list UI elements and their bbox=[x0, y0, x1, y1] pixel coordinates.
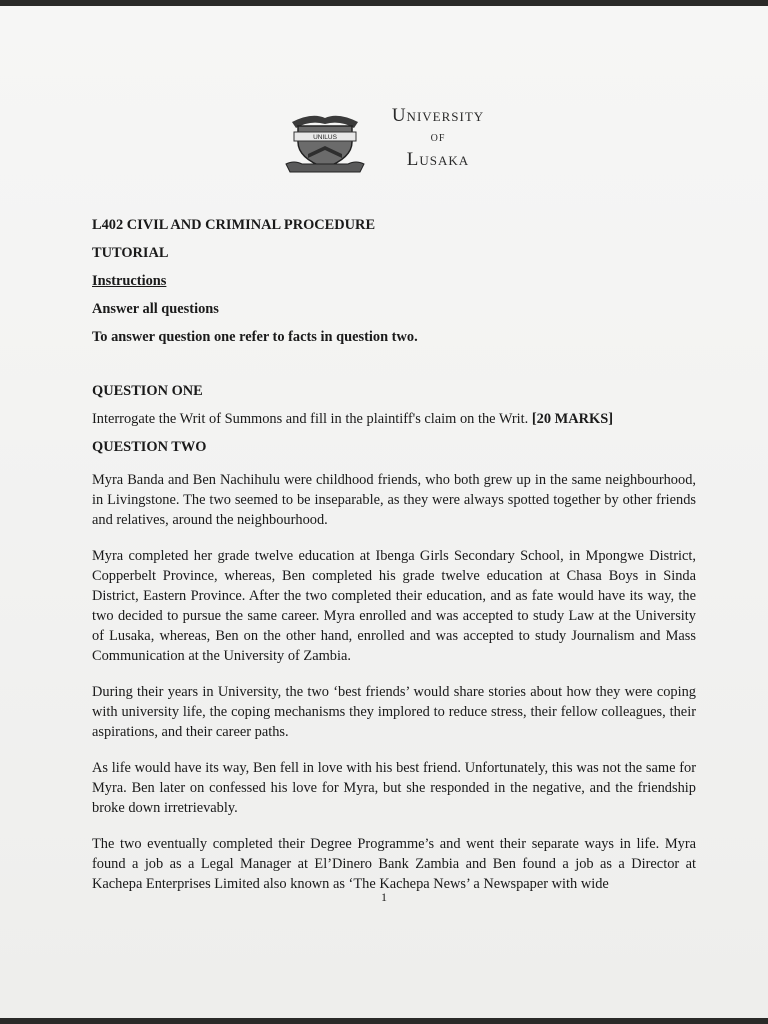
document-body bbox=[92, 211, 696, 894]
instructions-heading: Instructions bbox=[92, 273, 167, 289]
university-name-line2: of bbox=[430, 130, 446, 145]
question-one-text bbox=[92, 405, 696, 433]
instruction-answer-all: Answer all questions bbox=[92, 301, 219, 317]
instruction-refer-facts: To answer question one refer to facts in question two. bbox=[92, 329, 418, 345]
paragraph: During their years in University, the two ‘best friends’ would share stories about how they were coping with university life, the coping mechanisms they implored to reduce stress, their fellow colleagues, their aspirations, and their career paths. bbox=[92, 684, 696, 740]
question-one-heading: QUESTION ONE bbox=[92, 383, 203, 399]
question-two-heading: QUESTION TWO bbox=[92, 439, 207, 455]
paragraph: Myra completed her grade twelve education at Ibenga Girls Secondary School, in Mpongwe District, Copperbelt Province, whereas, Ben completed his grade twelve education at Chasa Boys in Sinda District, Eastern Province. After the two completed their education, and as fate would have its way, the two decided to pursue the same career. Myra enrolled and was accepted to study Law at the University of Lusaka, whereas, Ben on the other hand, enrolled and was accepted to study Journalism and Mass Communication at the University of Zambia. bbox=[92, 548, 696, 664]
university-name-line3: Lusaka bbox=[406, 149, 470, 170]
university-crest-icon bbox=[282, 108, 368, 176]
paragraph: As life would have its way, Ben fell in love with his best friend. Unfortunately, this was not the same for Myra. Ben later on confessed his love for Myra, but she responded in the negative, and the friendship broke down irretrievably. bbox=[92, 760, 696, 816]
document-type: TUTORIAL bbox=[92, 245, 169, 261]
university-name-line1: University bbox=[391, 105, 485, 126]
question-one-marks: [20 MARKS] bbox=[531, 411, 614, 427]
paragraph: Myra Banda and Ben Nachihulu were childhood friends, who both grew up in the same neighbourhood, in Livingstone. The two seemed to be inseparable, as they were always spotted together by other friends and relatives, around the neighbourhood. bbox=[92, 472, 696, 528]
university-name bbox=[368, 104, 508, 172]
paragraph: The two eventually completed their Degree Programme’s and went their separate ways in life. Myra found a job as a Legal Manager at El’Dinero Bank Zambia and Ben found a job as a Director at Kachepa Enterprises Limited also known as ‘The Kachepa News’ a Newspaper with wide bbox=[92, 836, 696, 892]
course-title: L402 CIVIL AND CRIMINAL PROCEDURE bbox=[92, 217, 376, 233]
question-one-body: Interrogate the Writ of Summons and fill in the plaintiff's claim on the Writ. bbox=[92, 411, 529, 427]
page-number: 1 bbox=[381, 890, 387, 904]
crest-banner-text: UNILUS bbox=[313, 134, 337, 141]
document-page bbox=[0, 6, 768, 1018]
university-header bbox=[282, 104, 512, 184]
